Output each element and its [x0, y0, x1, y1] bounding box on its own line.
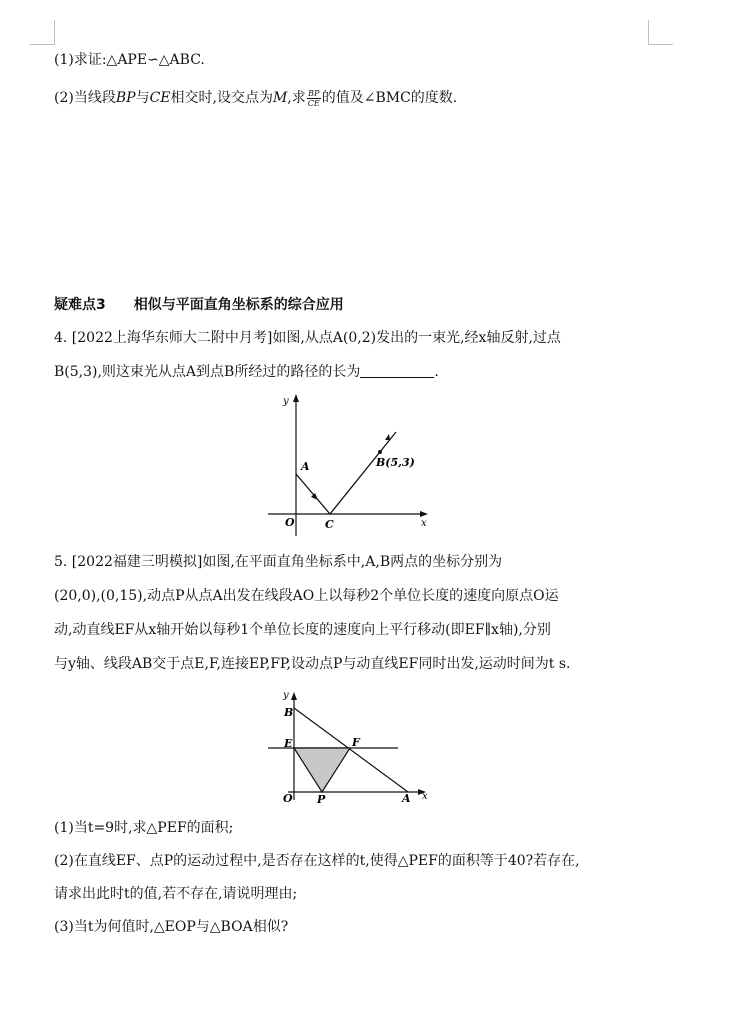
q3-part2-m: M — [272, 90, 288, 106]
q3-part2-text: ,求 — [287, 90, 306, 106]
label-b: B(5,3) — [376, 456, 415, 469]
q4-line2 — [54, 362, 439, 382]
label-y: y — [283, 396, 289, 407]
incident-ray — [296, 474, 330, 514]
q5-line1: 5. [2022福建三明模拟]如图,在平面直角坐标系中,A,B两点的坐标分别为 — [54, 554, 503, 570]
fraction-bp-over-ce — [307, 89, 321, 108]
section-title: 相似与平面直角坐标系的综合应用 — [133, 297, 344, 313]
figure-moving-line — [262, 684, 442, 810]
fraction-numerator: BP — [308, 88, 320, 98]
q3-part1: (1)求证:△APE∽△ABC. — [54, 52, 205, 68]
q5-line3: 动,动直线EF从x轴开始以每秒1个单位长度的速度向上平行移动(即EF∥x轴),分别 — [54, 622, 551, 638]
x-axis-arrow — [420, 511, 428, 517]
y-axis-arrow — [291, 692, 297, 700]
q3-part2-text: 相交时,设交点为 — [170, 90, 273, 106]
triangle-pef — [294, 748, 350, 792]
q5-line2: (20,0),(0,15),动点P从点A出发在线段AO上以每秒2个单位长度的速度向原点O运 — [54, 588, 559, 604]
answer-blank — [360, 363, 434, 378]
page-corner-mark — [30, 20, 55, 45]
q3-part2-text: 的值及∠BMC的度数. — [321, 90, 458, 106]
q3-part2-ce: CE — [149, 90, 171, 106]
point-b-dot — [378, 450, 382, 454]
q4-line1: 4. [2022上海华东师大二附中月考]如图,从点A(0,2)发出的一束光,经x轴反射,过点 — [54, 330, 561, 346]
reflected-ray-arrow — [385, 434, 390, 440]
y-axis-arrow — [293, 394, 299, 402]
figure-light-reflection — [262, 388, 442, 538]
label-f: F — [352, 736, 360, 749]
q4-line2-text: B(5,3),则这束光从点A到点B所经过的路径的长为 — [54, 364, 361, 380]
q5-part3: (3)当t为何值时,△EOP与△BOA相似? — [54, 919, 289, 935]
label-p: P — [317, 793, 326, 806]
q3-part2 — [54, 88, 457, 108]
q3-part2-text: (2)当线段 — [54, 90, 116, 106]
q5-part2-line2: 请求出此时t的值,若不存在,请说明理由; — [54, 886, 298, 902]
label-x: x — [421, 518, 427, 529]
label-x: x — [422, 791, 428, 802]
section-heading — [54, 295, 344, 315]
label-c: C — [325, 518, 334, 531]
q5-part1: (1)当t=9时,求△PEF的面积; — [54, 820, 234, 836]
reflected-ray — [330, 432, 396, 514]
q4-line2-end: . — [434, 364, 439, 380]
q5-line4: 与y轴、线段AB交于点E,F,连接EP,FP,设动点P与动直线EF同时出发,运动时间为t s. — [54, 656, 571, 672]
label-b: B — [284, 706, 294, 719]
label-origin: O — [283, 792, 293, 805]
section-label: 疑难点3 — [54, 297, 106, 313]
label-a: A — [301, 460, 310, 473]
incident-ray-arrow — [311, 493, 318, 500]
q3-part2-bp: BP — [115, 90, 136, 106]
label-e: E — [284, 737, 293, 750]
label-origin: O — [285, 516, 295, 529]
q3-part2-text: 与 — [135, 90, 150, 106]
label-y: y — [283, 690, 289, 701]
label-a: A — [402, 792, 411, 805]
q5-part2-line1: (2)在直线EF、点P的运动过程中,是否存在这样的t,使得△PEF的面积等于40?若存在, — [54, 853, 580, 869]
page-corner-mark — [648, 20, 673, 45]
fraction-denominator: CE — [307, 98, 320, 108]
